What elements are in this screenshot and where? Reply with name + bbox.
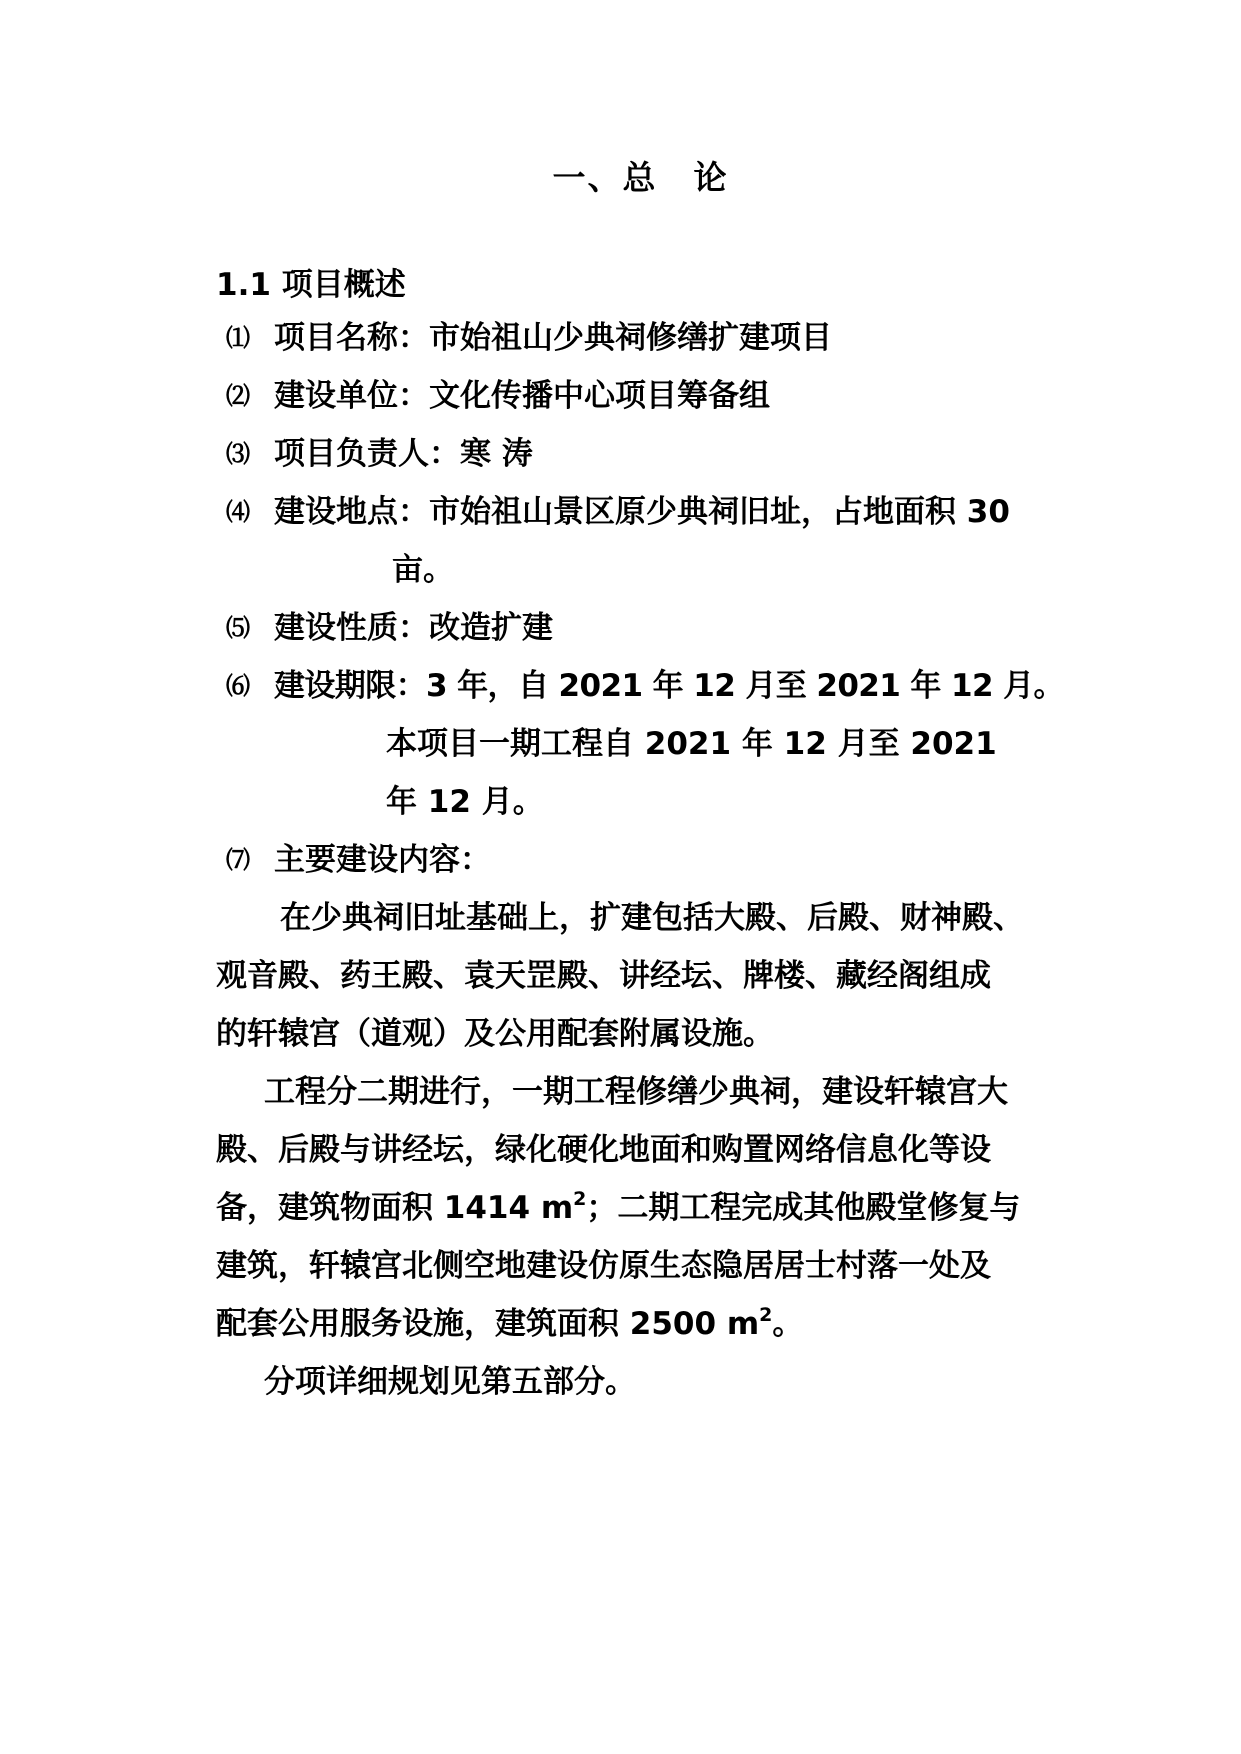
item-value: 改造扩建 (429, 610, 553, 646)
area-text-1-tail: ；二期工程完成其他殿堂修复与 (586, 1190, 1021, 1226)
item-continuation: 亩。 (392, 552, 454, 588)
item-label: 建设性质： (274, 610, 429, 646)
section-heading: 1.1 项目概述 (216, 267, 406, 303)
chapter-title (0, 158, 1241, 198)
paragraph-line: 观音殿、药王殿、袁天罡殿、讲经坛、牌楼、藏经阁组成 (216, 958, 991, 994)
item-continuation: 本项目一期工程自 2021 年 12 月至 2021 (386, 726, 997, 762)
item-value: 3 年，自 2021 年 12 月至 2021 年 12 月。 (426, 668, 1064, 704)
item-label: 建设地点： (274, 494, 429, 530)
item-number: ⑵ (226, 382, 250, 410)
area-text-2-tail: 。 (772, 1306, 804, 1342)
superscript-2: 2 (759, 1304, 773, 1326)
chapter-title-part2: 论 (693, 158, 729, 197)
paragraph-line: 分项详细规划见第五部分。 (264, 1364, 636, 1400)
item-continuation: 年 12 月。 (386, 784, 544, 820)
item-number: ⑷ (226, 498, 250, 526)
superscript-2: 2 (573, 1188, 587, 1210)
item-value: 寒 涛 (460, 436, 533, 472)
paragraph-line (216, 1304, 803, 1344)
item-number: ⑸ (226, 614, 250, 642)
item-value: 市始祖山景区原少典祠旧址，占地面积 30 (429, 494, 1010, 530)
chapter-title-part1: 一、总 (552, 158, 658, 197)
item-label: 项目负责人： (274, 436, 460, 472)
paragraph-line (216, 1188, 1020, 1228)
item-number: ⑶ (226, 440, 250, 468)
item-value: 文化传播中心项目筹备组 (429, 378, 770, 414)
item-number: ⑹ (226, 672, 250, 700)
area-text-2: 配套公用服务设施，建筑面积 2500 m (216, 1306, 760, 1342)
item-label: 建设期限： (274, 668, 426, 704)
paragraph-line: 在少典祠旧址基础上，扩建包括大殿、后殿、财神殿、 (280, 900, 1024, 936)
item-label: 建设单位： (274, 378, 429, 414)
paragraph-line: 工程分二期进行，一期工程修缮少典祠，建设轩辕宫大 (264, 1074, 1008, 1110)
paragraph-line: 殿、后殿与讲经坛，绿化硬化地面和购置网络信息化等设 (216, 1132, 991, 1168)
paragraph-line: 的轩辕宫（道观）及公用配套附属设施。 (216, 1016, 774, 1052)
item-value: 市始祖山少典祠修缮扩建项目 (429, 320, 832, 356)
item-number: ⑺ (226, 846, 250, 874)
item-label: 项目名称： (274, 320, 429, 356)
paragraph-line: 建筑，轩辕宫北侧空地建设仿原生态隐居居士村落一处及 (216, 1248, 991, 1284)
item-label: 主要建设内容： (274, 842, 491, 878)
area-text-1: 备，建筑物面积 1414 m (216, 1190, 574, 1226)
item-number: ⑴ (226, 324, 250, 352)
